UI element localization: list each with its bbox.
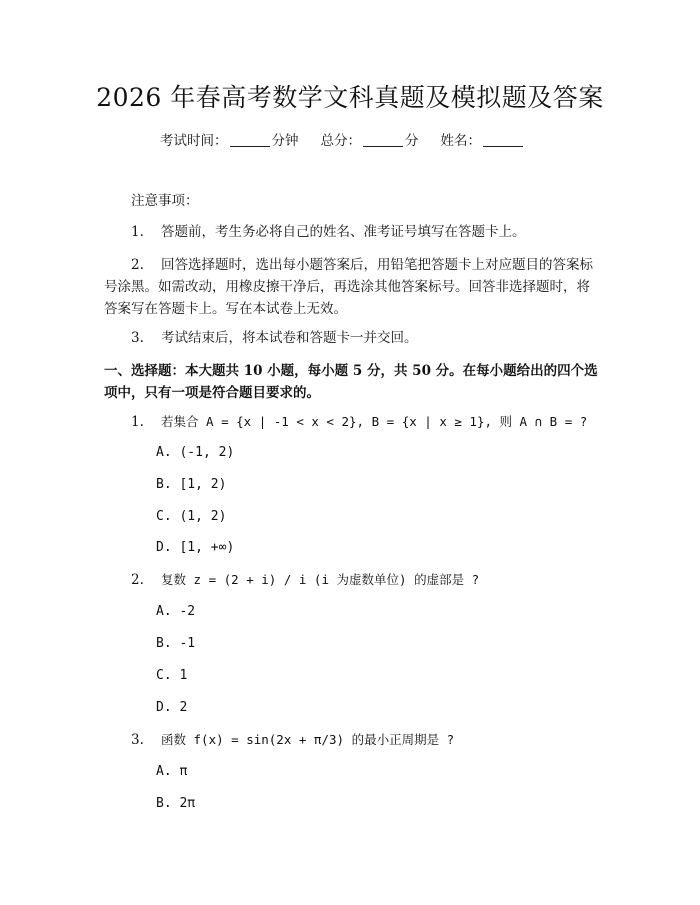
notice-item-1 [131, 221, 526, 243]
question-number: 1. [131, 414, 144, 430]
question-1 [131, 411, 587, 433]
time-label: 考试时间： [160, 133, 228, 149]
notice-item-text: 答题前，考生务必将自己的姓名、准考证号填写在答题卡上。 [161, 224, 526, 240]
name-label: 姓名： [440, 133, 481, 149]
question-3-option-b: B. 2π [156, 796, 196, 811]
question-number: 3. [131, 732, 144, 748]
notice-item-text: 回答选择题时，选出每小题答案后，用铅笔把答题卡上对应题目的答案标 [161, 257, 593, 273]
question-1-option-b: B. [1, 2) [156, 477, 227, 492]
time-unit: 分钟 [271, 133, 299, 149]
question-2-option-d: D. 2 [156, 700, 188, 715]
score-label: 总分： [320, 133, 361, 149]
question-number: 2. [131, 572, 144, 588]
question-text: 复数 z = (2 + i) / i (i 为虚数单位) 的虚部是 ? [161, 572, 480, 587]
question-text: 若集合 A = {x | -1 < x < 2}, B = {x | x ≥ 1}, 则 A ∩ B = ? [161, 414, 588, 429]
question-3-option-a: A. π [156, 764, 188, 779]
notice-item-2-line-1 [131, 254, 593, 276]
question-2-option-c: C. 1 [156, 668, 188, 683]
section-heading-line-1: 一、选择题：本大题共 10 小题，每小题 5 分，共 50 分。在每小题给出的四个选 [104, 363, 598, 379]
question-3 [131, 729, 454, 751]
notice-item-number: 3. [131, 330, 144, 346]
notice-item-3 [131, 327, 418, 349]
notice-heading: 注意事项： [131, 193, 199, 209]
question-2-option-b: B. -1 [156, 636, 196, 651]
question-1-option-c: C. (1, 2) [156, 509, 227, 524]
page-title: 2026 年春高考数学文科真题及模拟题及答案 [96, 83, 604, 112]
exam-info-row [160, 131, 525, 151]
question-1-option-d: D. [1, +∞) [156, 540, 235, 555]
notice-item-number: 1. [131, 224, 144, 240]
notice-item-text: 考试结束后，将本试卷和答题卡一并交回。 [161, 330, 418, 346]
question-1-option-a: A. (-1, 2) [156, 445, 235, 460]
question-text: 函数 f(x) = sin(2x + π/3) 的最小正周期是 ? [161, 732, 455, 747]
notice-item-2-line-3: 答案写在答题卡上。写在本试卷上无效。 [104, 301, 347, 317]
question-2-option-a: A. -2 [156, 604, 196, 619]
name-blank [483, 134, 523, 147]
score-unit: 分 [405, 133, 419, 149]
question-2 [131, 569, 479, 591]
score-blank [363, 134, 403, 147]
notice-item-number: 2. [131, 257, 144, 273]
time-blank [230, 134, 270, 147]
section-heading-line-2: 项中，只有一项是符合题目要求的。 [104, 385, 320, 401]
notice-item-2-line-2: 号涂黑。如需改动，用橡皮擦干净后，再选涂其他答案标号。回答非选择题时，将 [104, 279, 590, 295]
